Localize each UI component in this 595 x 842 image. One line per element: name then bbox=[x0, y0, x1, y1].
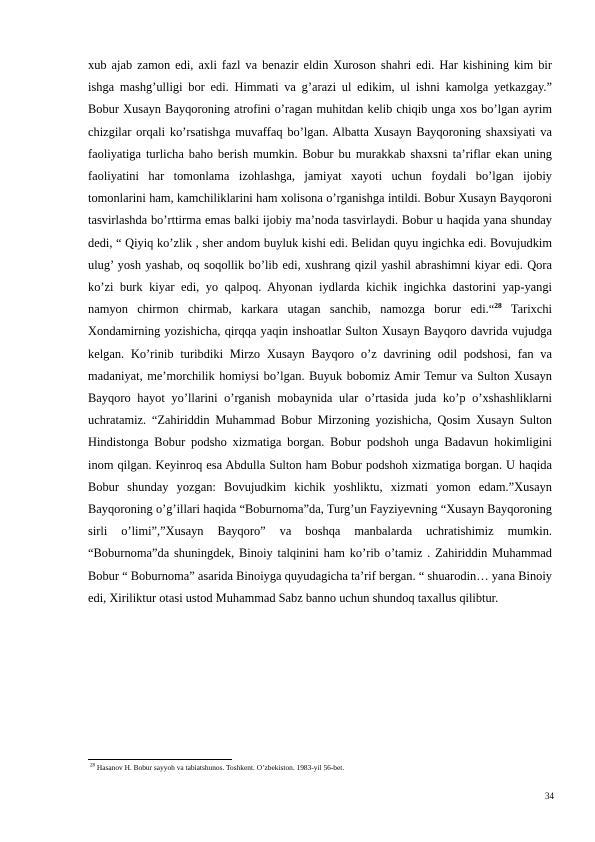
page-number: 34 bbox=[545, 791, 554, 801]
footnote bbox=[90, 763, 550, 773]
body-text-part-1: xub ajab zamon edi, axli fazl va benazir eldin Xuroson shahri edi. Har kishining kim bir ishga mashg’ulligi bor edi. Himmati va g’arazi ul edikim, ul ishni kamolga yetkazgay.” Bobur Xusayn Bayqoroning atrofini o’ragan muhitdan kelib chiqib unga xos bo’lgan ayrim chizgilar orqali ko’rsatishga muvaffaq bo’lgan. Albatta Xusayn Bayqoroning shaxsiyati va faoliyatiga turlicha baho berish mumkin. Bobur bu murakkab shaxsni ta’riflar ekan uning faoliyatini har tomonlama izohlashga, jamiyat xayoti uchun foydali bo’lgan ijobiy tomonlarini ham, kamchiliklarini ham xolisona o’rganishga intildi. Bobur Xusayn Bayqoroni tasvirlashda bo’rttirma emas balki ijobiy ma’noda tasvirlaydi. Bobur u haqida yana shunday dedi, “ Qiyiq ko’zlik , sher andom buyluk kishi edi. Belidan quyu ingichka edi. Bovujudkim ulug’ yosh yashab, oq soqollik bo’lib edi, xushrang qizil yashil abrashimni kiyar edi. Qora ko’zi burk kiyar edi, yo qalpoq. Ahyonan iydlarda kichik ingichka dastorini yap-yangi namyon chirmon chirmab, karkara utagan sanchib, namozga borur edi.“ bbox=[88, 58, 552, 317]
body-paragraph bbox=[88, 54, 552, 609]
footnote-divider bbox=[88, 759, 232, 760]
body-text-part-2: Tarixchi Xondamirning yozishicha, qirqqa yaqin inshoatlar Sulton Xusayn Bayqoro davrida vujudga kelgan. Ko’rinib turibdiki Mirzo Xusayn Bayqoro o’z davrining odil podshosi, fan va madaniyat, me’morchilik homiysi bo’lgan. Buyuk bobomiz Amir Temur va Sulton Xusayn Bayqoro hayot yo’llarini o’rganish mobaynida ular o’rtasida juda ko’p o’xshashliklarni uchratamiz. “Zahiriddin Muhammad Bobur Mirzoning yozishicha, Qosim Xusayn Sulton Hindistonga Bobur podsho xizmatiga borgan. Bobur podshoh unga Badavun hokimligini inom qilgan. Keyinroq esa Abdulla Sulton ham Bobur podshoh xizmatiga borgan. U haqida Bobur shunday yozgan: Bovujudkim kichik yoshliktu, xizmati yomon edam.”Xusayn Bayqoroning o’g’illari haqida “Boburnoma”da, Turg’un Fayziyevning “Xusayn Bayqoroning sirli o’limi”,”Xusayn Bayqoro” va boshqa manbalarda uchratishimiz mumkin. “Boburnoma”da shuningdek, Binoiy talqinini ham ko’rib o’tamiz . Zahiriddin Muhammad Bobur “ Boburnoma” asarida Binoiyga quyudagicha ta’rif bergan. “ shuarodin… yana Binoiy edi, Xiriliktur otasi ustod Muhammad Sabz banno uchun shundoq taxallus qilibtur. bbox=[88, 302, 552, 605]
footnote-number: 28 bbox=[90, 763, 95, 769]
footnote-reference[interactable]: 28 bbox=[494, 301, 502, 311]
footnote-text: Hasanov H. Bobur sayyoh va tabiatshunos. Toshkent. O’zbekiston. 1983-yil 56-bet. bbox=[96, 763, 345, 772]
